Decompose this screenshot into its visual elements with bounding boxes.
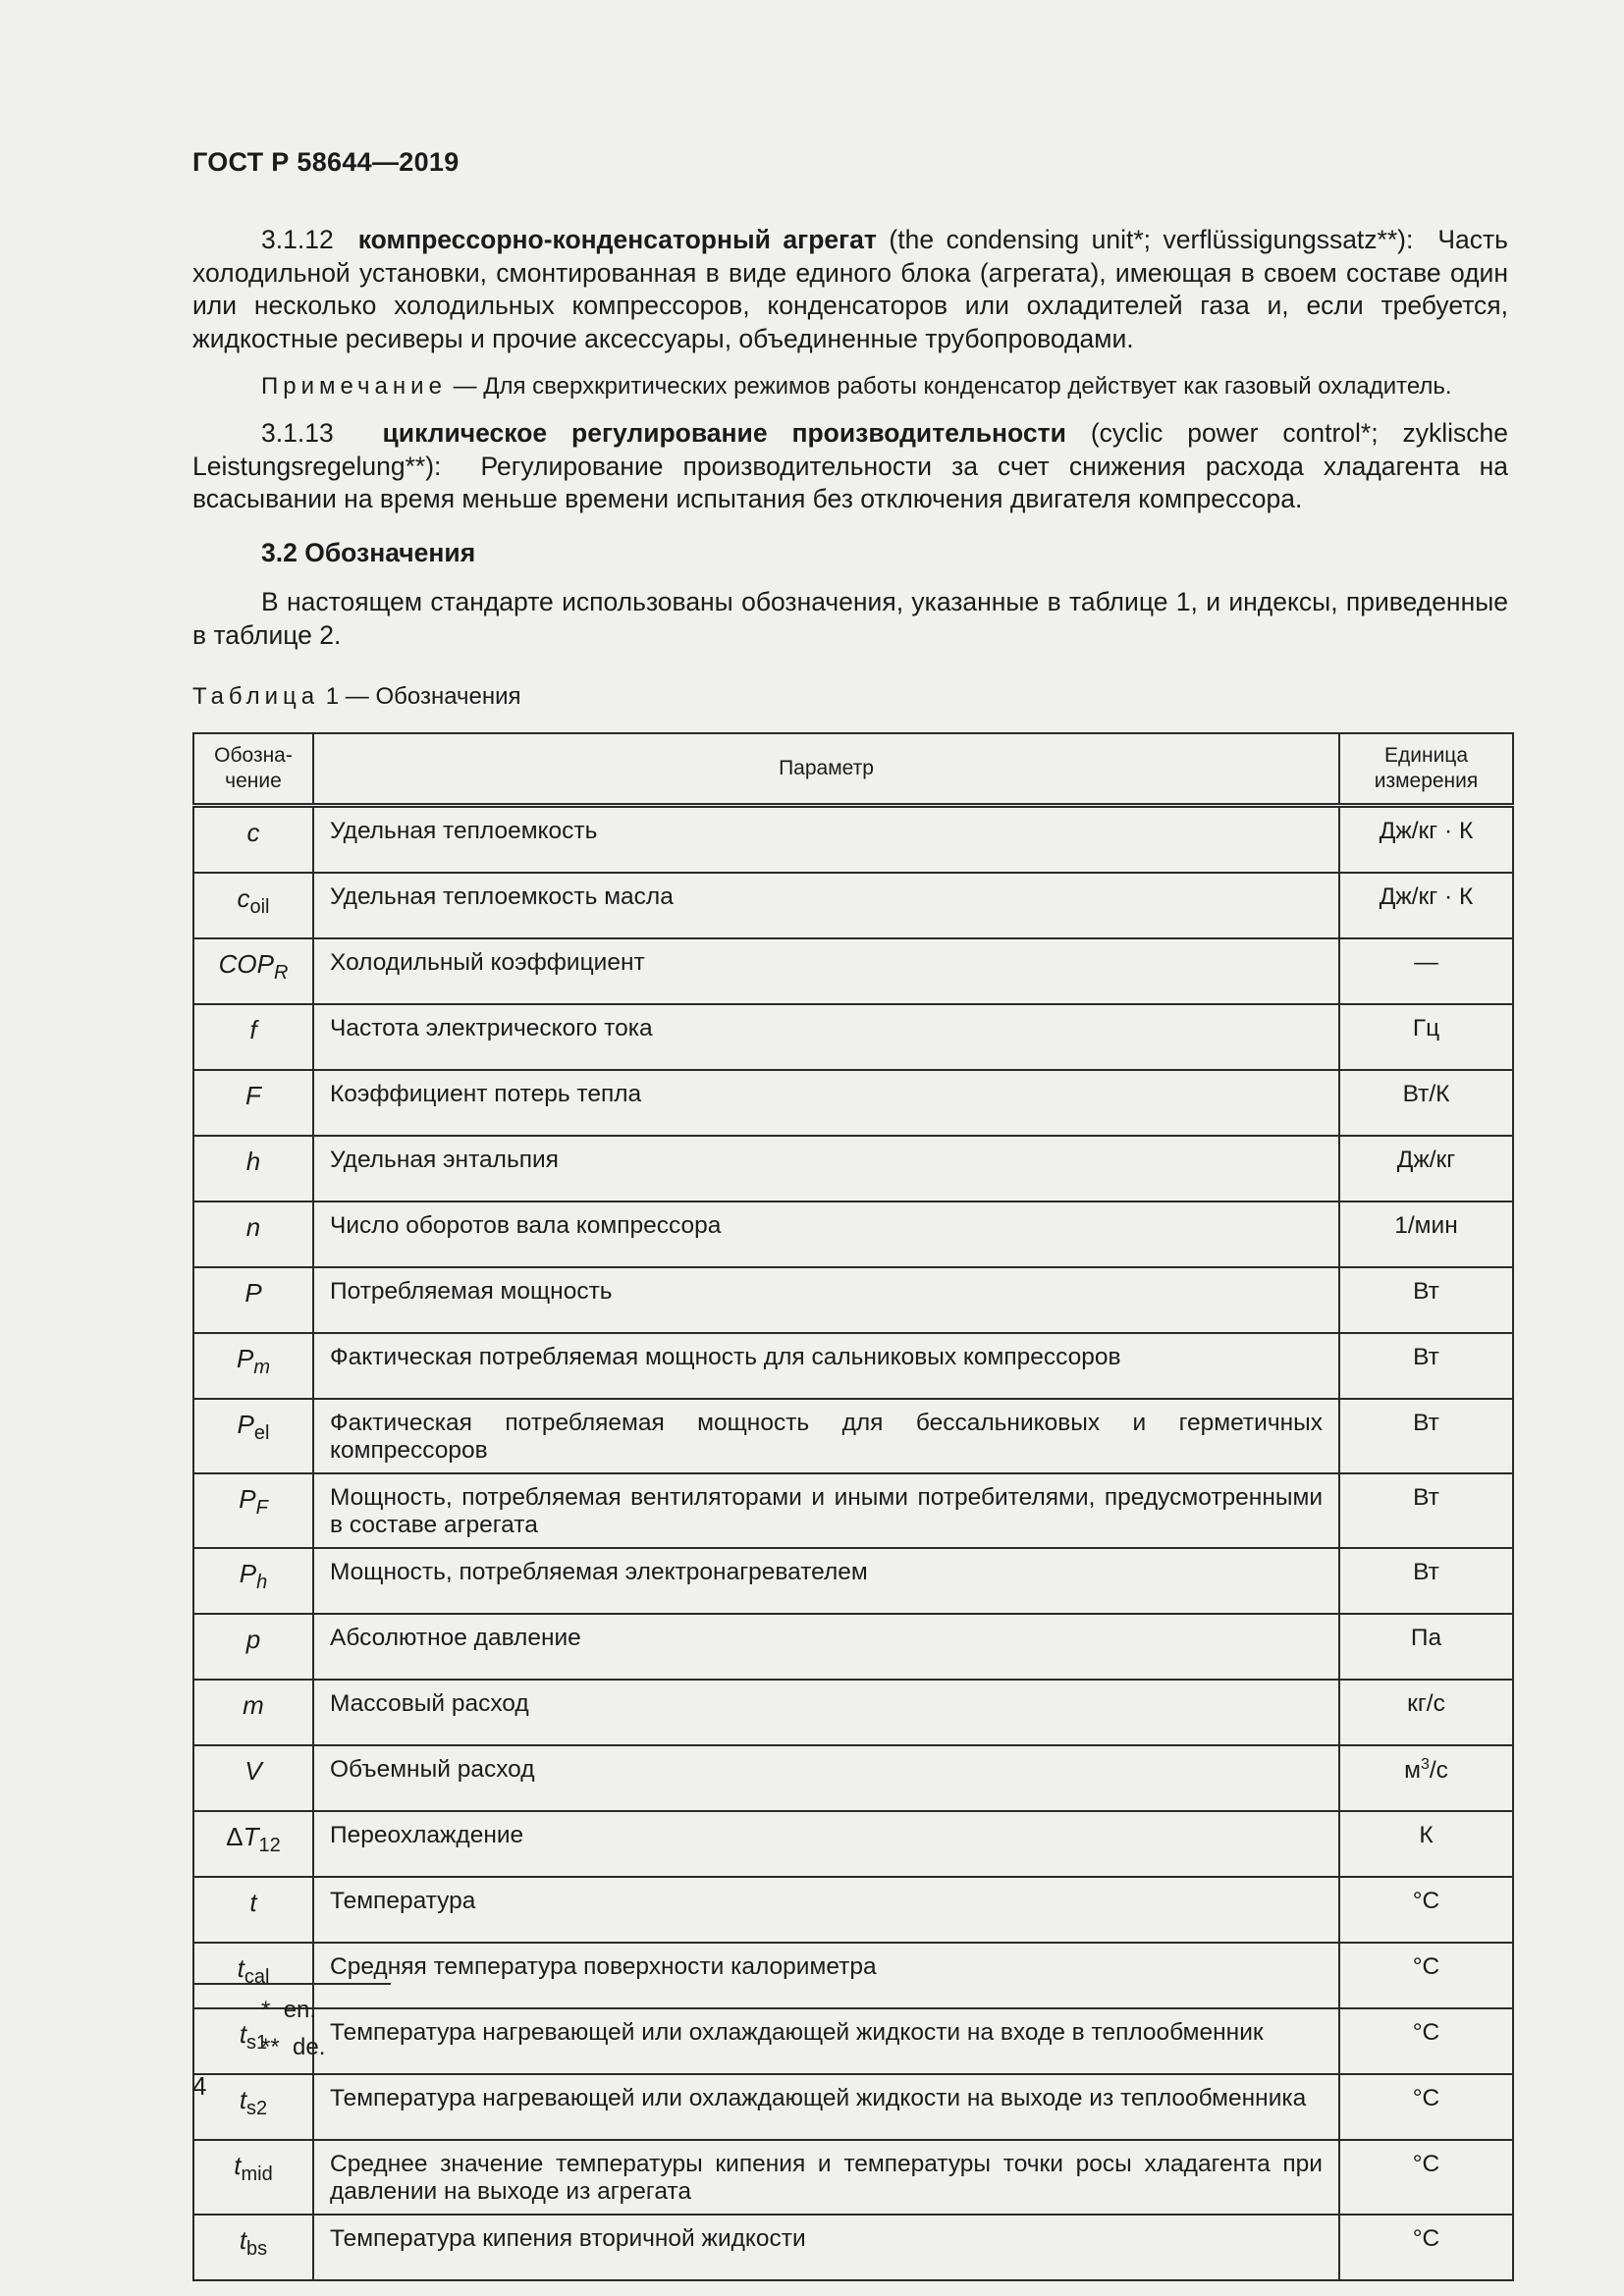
table-row: [193, 1399, 1513, 1473]
symbol-main: n: [245, 1212, 261, 1242]
symbol-subscript: mid: [241, 2163, 273, 2185]
clause-number: 3.1.13: [261, 418, 334, 448]
table-row: [193, 1201, 1513, 1267]
symbol-subscript: R: [273, 962, 289, 984]
clause-definition: Регулирование производительности за счет снижения расхода хладагента на всасывании на время меньше времени испытания без отключения двигателя компрессора.: [192, 451, 1508, 513]
unit-cell: °С: [1339, 2008, 1513, 2074]
symbol-cell: [193, 1877, 313, 1943]
unit-cell: Вт: [1339, 1399, 1513, 1473]
parameter-cell: Удельная теплоемкость: [313, 806, 1339, 874]
symbol-main: p: [245, 1625, 261, 1654]
parameter-cell: Переохлаждение: [313, 1811, 1339, 1877]
table-row: [193, 2215, 1513, 2280]
table-row: [193, 1136, 1513, 1201]
unit-cell: Вт: [1339, 1473, 1513, 1548]
symbol-cell: [193, 1680, 313, 1745]
section-title: 3.2 Обозначения: [261, 538, 476, 567]
symbol-cell: [193, 2074, 313, 2140]
parameter-cell: Температура нагревающей или охлаждающей жидкости на выходе из теплообменника: [313, 2074, 1339, 2140]
unit-cell: °С: [1339, 1877, 1513, 1943]
symbol-subscript: F: [255, 1497, 268, 1519]
symbol-main: c: [237, 883, 250, 913]
symbols-table: [192, 732, 1514, 2281]
symbol-subscript: h: [256, 1572, 268, 1593]
unit-cell: Дж/кг: [1339, 1136, 1513, 1201]
parameter-cell: Мощность, потребляемая вентиляторами и иными потребителями, предусмотренными в составе агрегата: [313, 1473, 1339, 1548]
parameter-cell: Фактическая потребляемая мощность для бессальниковых и герметичных компрессоров: [313, 1399, 1339, 1473]
unit-cell: Вт/К: [1339, 1070, 1513, 1136]
unit-cell: кг/с: [1339, 1680, 1513, 1745]
table-row: [193, 806, 1513, 874]
unit-cell: Дж/кг · К: [1339, 806, 1513, 874]
parameter-cell: Средняя температура поверхности калориметра: [313, 1943, 1339, 2008]
symbol-subscript: bs: [246, 2238, 268, 2260]
clause-translation: (cyclic power control*; zyklische Leistungsregelung**):: [192, 418, 1508, 481]
table-caption: [192, 683, 521, 711]
table-row: [193, 1267, 1513, 1333]
footnote-separator: [192, 1983, 391, 1985]
symbol-main: t: [237, 1953, 244, 1983]
table-row: [193, 1745, 1513, 1811]
symbol-subscript: el: [253, 1422, 270, 1444]
symbol-cell: [193, 1399, 313, 1473]
symbol-cell: [193, 1201, 313, 1267]
unit-cell: —: [1339, 938, 1513, 1004]
parameter-cell: Число оборотов вала компрессора: [313, 1201, 1339, 1267]
table-row: [193, 1070, 1513, 1136]
symbol-cell: [193, 1745, 313, 1811]
parameter-cell: Холодильный коэффициент: [313, 938, 1339, 1004]
symbol-subscript: oil: [249, 896, 270, 918]
page-number: 4: [192, 2071, 207, 2101]
symbol-cell: [193, 1136, 313, 1201]
symbol-cell: [193, 938, 313, 1004]
symbol-cell: [193, 1267, 313, 1333]
symbol-cell: [193, 2215, 313, 2280]
symbol-main: P: [237, 1410, 254, 1439]
table-header-row: [193, 733, 1513, 806]
symbol-main: P: [239, 1484, 256, 1514]
parameter-cell: Фактическая потребляемая мощность для сальниковых компрессоров: [313, 1333, 1339, 1399]
parameter-cell: Коэффициент потерь тепла: [313, 1070, 1339, 1136]
clause-translation: (the condensing unit*; verflüssigungssatz**):: [889, 225, 1414, 254]
parameter-cell: Удельная теплоемкость масла: [313, 873, 1339, 938]
footnote: ** de.: [261, 2034, 326, 2060]
unit-cell: 1/мин: [1339, 1201, 1513, 1267]
table-row: [193, 1680, 1513, 1745]
table-row: [193, 1943, 1513, 2008]
symbol-cell: [193, 1004, 313, 1070]
note-text: — Для сверхкритических режимов работы конденсатор действует как газовый охладитель.: [453, 373, 1452, 400]
symbol-cell: [193, 806, 313, 874]
note: [261, 370, 1508, 402]
symbol-main: h: [245, 1147, 261, 1176]
symbol-cell: [193, 1333, 313, 1399]
symbol-main: F: [245, 1081, 261, 1110]
clause-3-1-13: [192, 417, 1508, 516]
symbol-cell: [193, 1811, 313, 1877]
header-unit: Единица измерения: [1339, 733, 1513, 806]
table-row: [193, 2140, 1513, 2215]
note-label: Примечание: [261, 373, 447, 400]
symbol-main: P: [244, 1278, 262, 1308]
symbol-main: m: [243, 1690, 264, 1720]
table-caption-text: 1 — Обозначения: [325, 683, 521, 710]
table-row: [193, 2008, 1513, 2074]
symbol-main: COP: [218, 949, 274, 979]
parameter-cell: Частота электрического тока: [313, 1004, 1339, 1070]
table-row: [193, 873, 1513, 938]
unit-cell: °С: [1339, 1943, 1513, 2008]
footnote: * en.: [261, 1997, 317, 2023]
parameter-cell: Потребляемая мощность: [313, 1267, 1339, 1333]
table-row: [193, 938, 1513, 1004]
document-header: ГОСТ Р 58644—2019: [192, 147, 460, 177]
symbol-subscript: s2: [246, 2098, 268, 2119]
unit-cell: °С: [1339, 2140, 1513, 2215]
table-row: [193, 1811, 1513, 1877]
parameter-cell: Абсолютное давление: [313, 1614, 1339, 1680]
symbol-prefix: Δ: [226, 1822, 244, 1851]
header-parameter: Параметр: [313, 733, 1339, 806]
symbol-main: t: [239, 2085, 247, 2114]
unit-cell: Гц: [1339, 1004, 1513, 1070]
table-row: [193, 1473, 1513, 1548]
table-row: [193, 1548, 1513, 1614]
symbol-subscript: s1: [246, 2032, 268, 2054]
symbol-main: T: [243, 1822, 259, 1851]
clause-number: 3.1.12: [261, 225, 334, 254]
symbol-cell: [193, 1473, 313, 1548]
table-row: [193, 1877, 1513, 1943]
symbol-cell: [193, 2140, 313, 2215]
clause-term: циклическое регулирование производительности: [382, 418, 1066, 448]
table-row: [193, 1004, 1513, 1070]
symbol-main: P: [236, 1344, 254, 1373]
unit-cell: Вт: [1339, 1548, 1513, 1614]
table-row: [193, 1614, 1513, 1680]
clause-3-1-12: [192, 224, 1508, 355]
symbol-cell: [193, 1614, 313, 1680]
clause-definition: Часть холодильной установки, смонтированная в виде единого блока (агрегата), имеющая в своем составе один или несколько холодильных компрессоров, конденсаторов или охладителей газа и, если требуется, жидкостные ресиверы и прочие аксессуары, объединенные трубопроводами.: [192, 225, 1508, 353]
parameter-cell: Мощность, потребляемая электронагревателем: [313, 1548, 1339, 1614]
symbol-subscript: m: [253, 1357, 270, 1378]
symbol-main: V: [244, 1756, 262, 1786]
unit-cell: Вт: [1339, 1333, 1513, 1399]
symbol-main: P: [239, 1559, 257, 1588]
table-caption-label: Таблица: [192, 683, 320, 710]
unit-cell: $м^3/с$: [1339, 1745, 1513, 1811]
symbol-cell: [193, 873, 313, 938]
parameter-cell: Среднее значение температуры кипения и температуры точки росы хладагента при давлении на выходе из агрегата: [313, 2140, 1339, 2215]
unit-cell: К: [1339, 1811, 1513, 1877]
unit-cell: °С: [1339, 2215, 1513, 2280]
unit-cell: Дж/кг · К: [1339, 873, 1513, 938]
symbol-main: c: [246, 818, 260, 847]
symbol-subscript: cal: [244, 1966, 270, 1988]
parameter-cell: Массовый расход: [313, 1680, 1339, 1745]
symbol-main: t: [249, 1888, 257, 1917]
parameter-cell: Температура нагревающей или охлаждающей жидкости на входе в теплообменник: [313, 2008, 1339, 2074]
unit-cell: Па: [1339, 1614, 1513, 1680]
clause-term: компрессорно-конденсаторный агрегат: [357, 225, 877, 254]
unit-cell: Вт: [1339, 1267, 1513, 1333]
parameter-cell: Температура: [313, 1877, 1339, 1943]
symbol-cell: [193, 1070, 313, 1136]
header-symbol: Обозна-чение: [193, 733, 313, 806]
symbol-cell: [193, 1548, 313, 1614]
parameter-cell: Температура кипения вторичной жидкости: [313, 2215, 1339, 2280]
table-row: [193, 2074, 1513, 2140]
intro-paragraph: В настоящем стандарте использованы обозначения, указанные в таблице 1, и индексы, приведенные в таблице 2.: [192, 587, 1508, 650]
parameter-cell: Удельная энтальпия: [313, 1136, 1339, 1201]
table-row: [193, 1333, 1513, 1399]
symbol-subscript: 12: [258, 1835, 281, 1856]
symbol-main: t: [239, 2225, 247, 2255]
parameter-cell: Объемный расход: [313, 1745, 1339, 1811]
symbol-main: f: [249, 1015, 257, 1044]
unit-cell: °С: [1339, 2074, 1513, 2140]
symbol-main: t: [239, 2019, 247, 2049]
symbol-main: t: [234, 2151, 242, 2180]
